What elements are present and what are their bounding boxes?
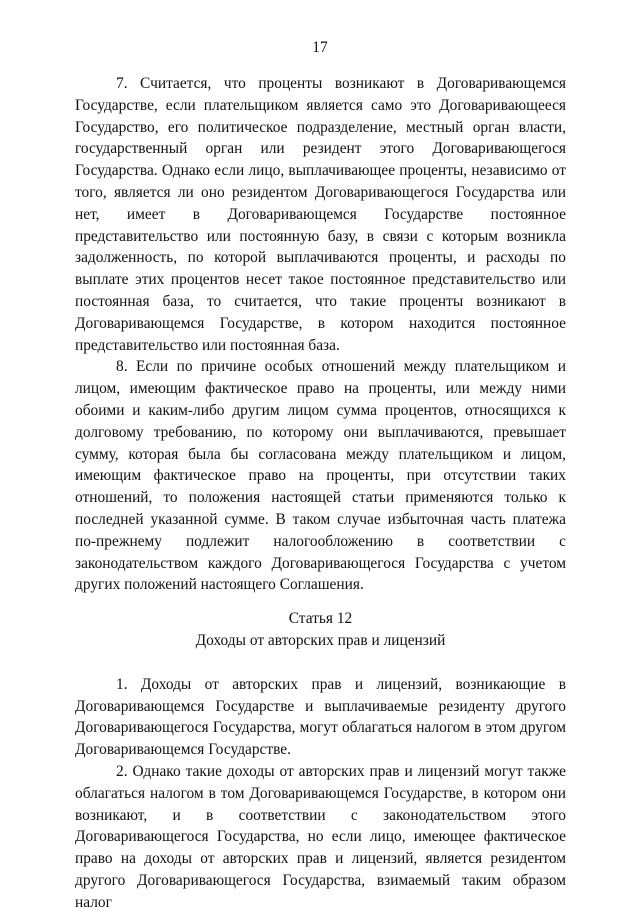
paragraph-2-royalties-tax: 2. Однако такие доходы от авторских прав и лицензий могут также облагаться налогом в том Договаривающемся Государстве, в котором они возникают, и в соответствии с законодательством этого Договаривающегося Государства, но если лицо, имеющее фактическое право на доходы от авторских прав и лицензий, является резидентом другого Договаривающегося Государства, взимаемый таким образом налог (75, 762, 566, 911)
paragraph-7-interest-source: 7. Считается, что проценты возникают в Договаривающемся Государстве, если плательщиком является само это Договаривающееся Государство, его политическое подразделение, местный орган власти, государственный орган или резидент этого Договаривающегося Государства. Однако если лицо, выплачивающее проценты, независимо от того, является ли оно резидентом Договаривающегося Государства или нет, имеет в Договаривающемся Государстве постоянное представительство или постоянную базу, в связи с которым возникла задолженность, по которой выплачиваются проценты, и расходы по выплате этих процентов несет такое постоянное представительство или постоянная база, то считается, что такие проценты возникают в Договаривающемся Государстве, в котором находится постоянное представительство или постоянная база. (75, 75, 566, 354)
paragraph-1-royalties: 1. Доходы от авторских прав и лицензий, возникающие в Договаривающемся Государстве и выплачиваемые резиденту другого Договаривающегося Государства, могут облагаться налогом в этом другом Договаривающемся Государстве. (75, 675, 566, 759)
page-number: 17 (312, 39, 328, 56)
document-body (75, 73, 566, 913)
article-number: Статья 12 (288, 610, 353, 628)
paragraph-8-special-relationship: 8. Если по причине особых отношений между плательщиком и лицом, имеющим фактическое право на проценты, или между ними обоими и каким-либо другим лицом сумма процентов, относящихся к долговому требованию, по которому они выплачиваются, превышает сумму, которая была бы согласована между плательщиком и лицом, имеющим фактическое право на проценты, при отсутствии таких отношений, то положения настоящей статьи применяются только к последней указанной сумме. В таком случае избыточная часть платежа по-прежнему подлежит налогообложению в соответствии с законодательством каждого Договаривающегося Государства с учетом других положений настоящего Соглашения. (75, 358, 566, 594)
article-title: Доходы от авторских прав и лицензий (195, 631, 446, 649)
article-heading (75, 608, 566, 652)
